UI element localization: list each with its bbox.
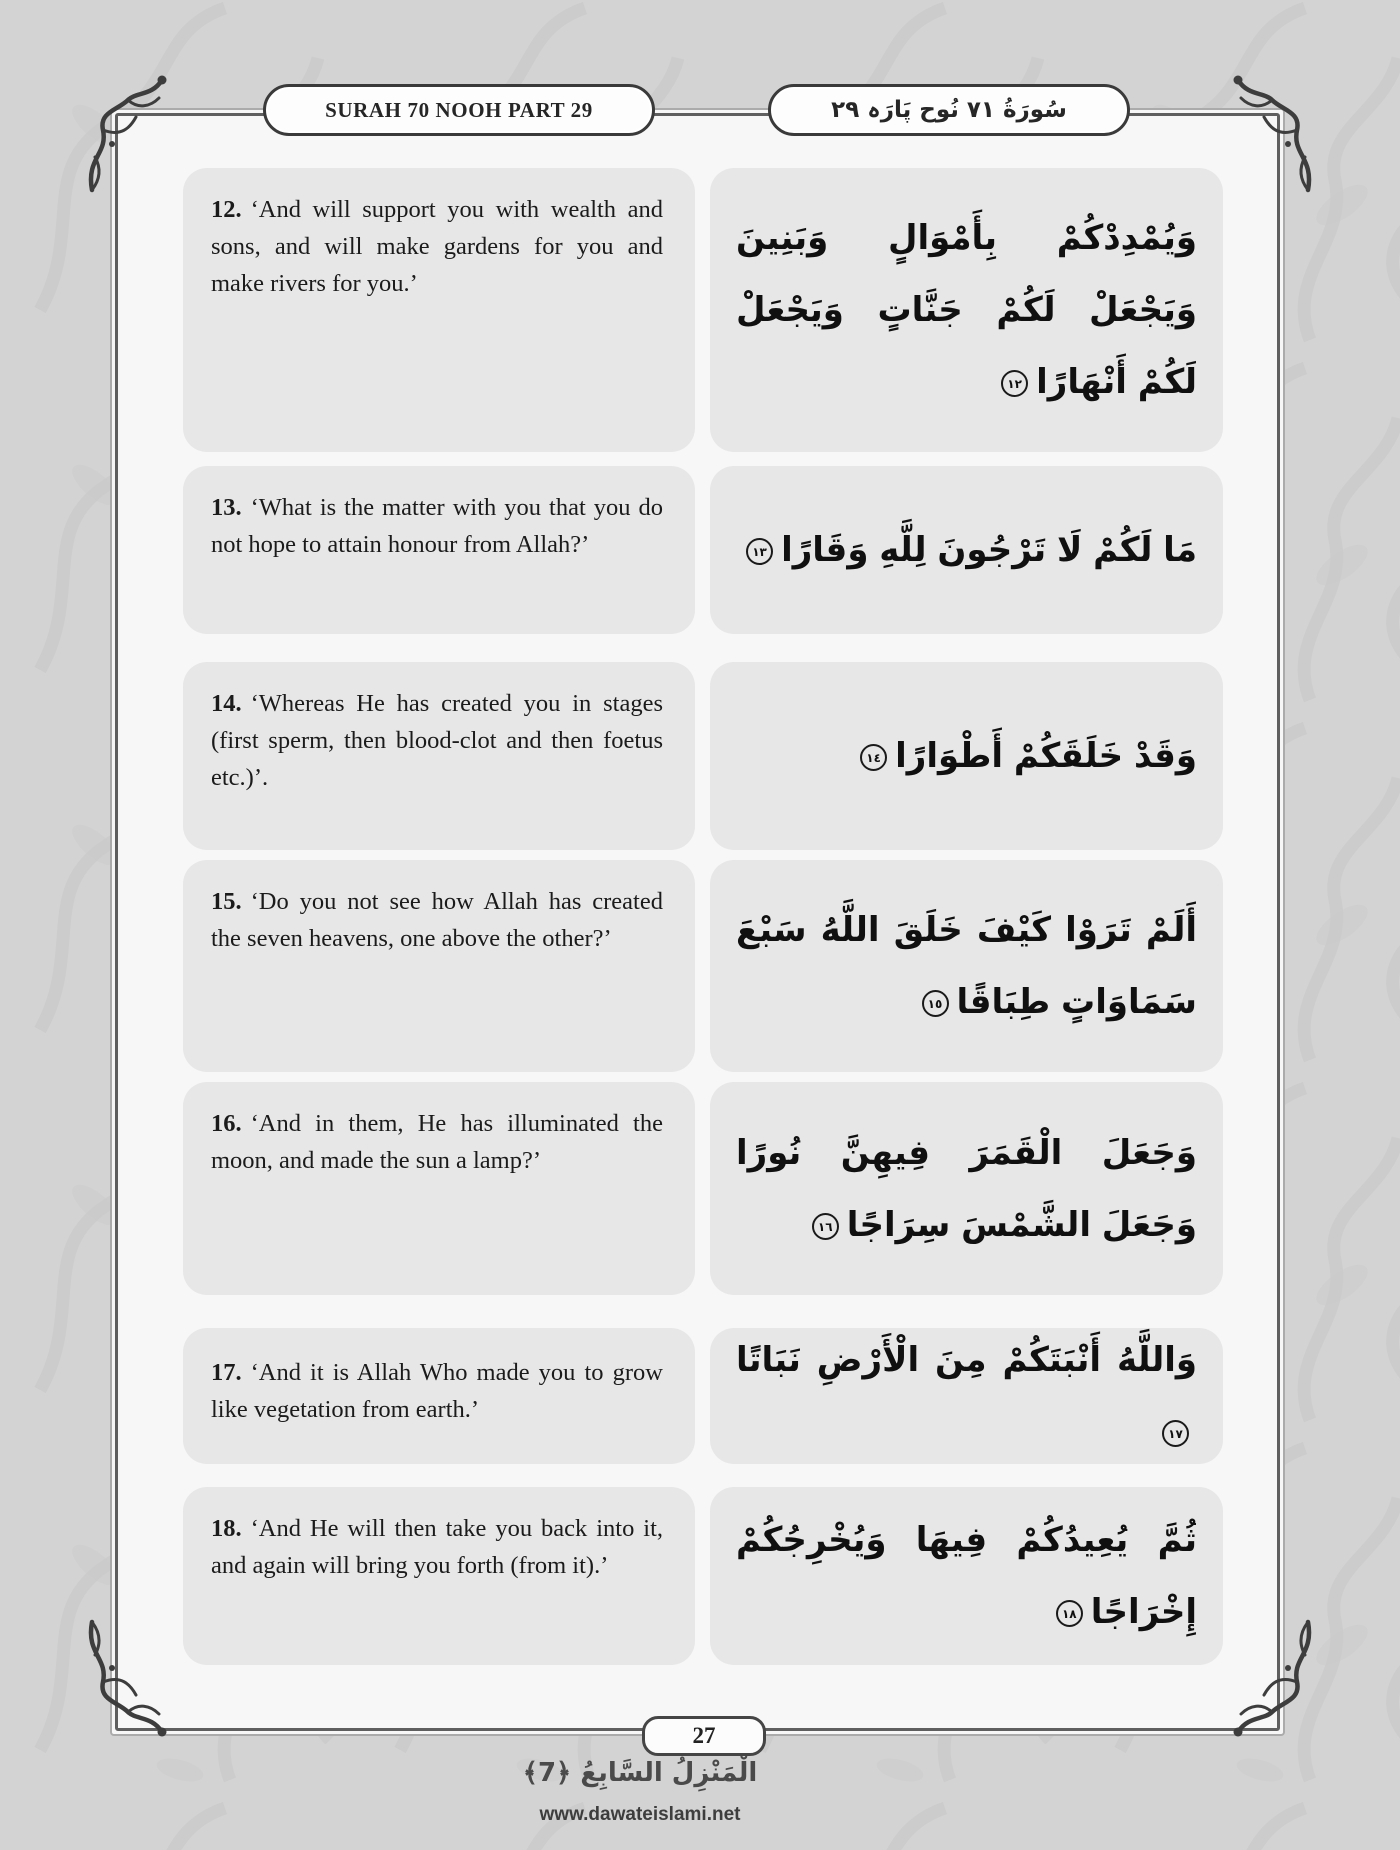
ayah-end-marker: ١٢ [1001, 370, 1028, 397]
website-url: www.dawateislami.net [539, 1804, 741, 1825]
verse-translation: ‘Do you not see how Allah has created the seven heavens, one above the other?’ [211, 888, 663, 952]
verse-17-english-box [183, 1328, 695, 1464]
surah-title-arabic: سُورَةُ ٧١ نُوح پَارَہ ٢٩ [831, 97, 1067, 123]
corner-flourish-top-right [1198, 70, 1324, 196]
manzil-label: الْمَنْزِلُ السَّابِعُ ﴿7﴾ [522, 1758, 758, 1788]
verse-row-14 [183, 662, 1223, 850]
ayah-end-marker: ١٨ [1056, 1600, 1083, 1627]
verse-number: 15. [211, 888, 242, 915]
verse-15-english-box [183, 860, 695, 1072]
verse-number: 18. [211, 1515, 242, 1542]
verse-number: 12. [211, 196, 242, 223]
verse-13-arabic-box [710, 466, 1223, 634]
verse-16-arabic-box [710, 1082, 1223, 1295]
verse-arabic: وَيُمْدِدْكُمْ بِأَمْوَالٍ وَبَنِينَ وَيَجْعَلْ لَكُمْ جَنَّاتٍ وَيَجْعَلْ لَكُمْ أَنْهَارًا [736, 218, 1197, 402]
verse-17-arabic-box [710, 1328, 1223, 1464]
verse-row-13 [183, 466, 1223, 634]
verse-translation: ‘What is the matter with you that you do not hope to attain honour from Allah?’ [211, 494, 663, 558]
ayah-end-marker: ١٤ [860, 744, 887, 771]
corner-flourish-bottom-left [76, 1616, 202, 1742]
verse-14-english-text [211, 685, 663, 796]
verse-18-english-box [183, 1487, 695, 1665]
verse-translation: ‘And in them, He has illuminated the moon, and made the sun a lamp?’ [211, 1110, 663, 1174]
verse-15-english-text [211, 883, 663, 957]
verse-arabic: وَقَدْ خَلَقَكُمْ أَطْوَارًا [895, 736, 1197, 776]
verse-number: 14. [211, 690, 242, 717]
page-number: 27 [692, 1723, 716, 1748]
verse-14-arabic-box [710, 662, 1223, 850]
verse-14-arabic-text [736, 720, 1197, 792]
surah-title-banner-english [263, 84, 655, 136]
surah-title-banner-arabic [768, 84, 1130, 136]
corner-flourish-bottom-right [1198, 1616, 1324, 1742]
verse-translation: ‘And it is Allah Who made you to grow like vegetation from earth.’ [211, 1359, 663, 1423]
verse-14-english-box [183, 662, 695, 850]
verse-arabic: أَلَمْ تَرَوْا كَيْفَ خَلَقَ اللَّهُ سَبْعَ سَمَاوَاتٍ طِبَاقًا [736, 910, 1197, 1022]
verse-17-arabic-text [736, 1324, 1197, 1468]
verse-translation: ‘And He will then take you back into it, and again will bring you forth (from it).’ [211, 1515, 663, 1579]
verse-15-arabic-text [736, 894, 1197, 1038]
verse-arabic: وَجَعَلَ الْقَمَرَ فِيهِنَّ نُورًا وَجَعَلَ الشَّمْسَ سِرَاجًا [736, 1132, 1197, 1245]
verse-number: 17. [211, 1359, 242, 1386]
ayah-end-marker: ١٣ [746, 538, 773, 565]
verse-translation: ‘Whereas He has created you in stages (first sperm, then blood-clot and then foetus etc.)’. [211, 690, 663, 791]
verse-17-english-text [211, 1354, 663, 1428]
surah-title-english: SURAH 70 NOOH PART 29 [325, 97, 593, 122]
verse-arabic: ثُمَّ يُعِيدُكُمْ فِيهَا وَيُخْرِجُكُمْ إِخْرَاجًا [736, 1520, 1197, 1632]
verse-12-arabic-box [710, 168, 1223, 452]
verse-13-english-box [183, 466, 695, 634]
verses-container [183, 168, 1223, 1665]
verse-row-16 [183, 1082, 1223, 1295]
verse-18-arabic-text [736, 1504, 1197, 1648]
verse-translation: ‘And will support you with wealth and sons, and will make gardens for you and make rivers for you.’ [211, 196, 663, 297]
verse-row-17 [183, 1328, 1223, 1464]
verse-row-18 [183, 1487, 1223, 1665]
verse-12-english-box [183, 168, 695, 452]
ayah-end-marker: ١٧ [1162, 1420, 1189, 1447]
verse-16-english-box [183, 1082, 695, 1295]
verse-15-arabic-box [710, 860, 1223, 1072]
verse-13-arabic-text [736, 514, 1197, 586]
verse-12-english-text [211, 191, 663, 302]
verse-row-15 [183, 860, 1223, 1072]
verse-12-arabic-text [736, 202, 1197, 418]
verse-18-arabic-box [710, 1487, 1223, 1665]
ayah-end-marker: ١٥ [922, 990, 949, 1017]
verse-18-english-text [211, 1510, 663, 1584]
corner-flourish-top-left [76, 70, 202, 196]
verse-arabic: وَاللَّهُ أَنْبَتَكُمْ مِنَ الْأَرْضِ نَبَاتًا [736, 1340, 1197, 1380]
verse-number: 13. [211, 494, 242, 521]
verse-row-12 [183, 168, 1223, 452]
page-number-pill [642, 1716, 766, 1756]
verse-16-english-text [211, 1105, 663, 1179]
verse-arabic: مَا لَكُمْ لَا تَرْجُونَ لِلَّهِ وَقَارًا [781, 530, 1197, 570]
ayah-end-marker: ١٦ [812, 1213, 839, 1240]
verse-13-english-text [211, 489, 663, 563]
verse-16-arabic-text [736, 1117, 1197, 1261]
verse-number: 16. [211, 1110, 242, 1137]
